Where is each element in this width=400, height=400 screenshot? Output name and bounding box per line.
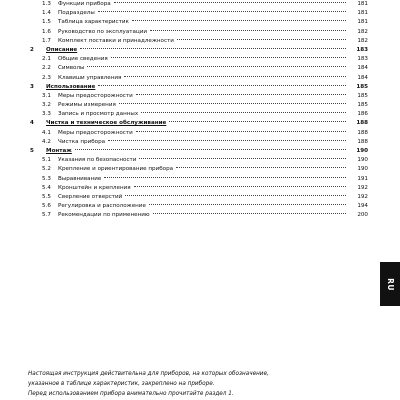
toc-number: 1.7 [42,37,51,44]
toc-leader [134,186,346,187]
toc-title: Крепление и ориентирование прибора [58,166,174,173]
toc-section-row [30,83,368,92]
toc-number: 2.2 [42,65,51,72]
toc-subsection-row [30,9,368,18]
toc-number: 2.3 [42,74,51,81]
toc-number: 5.2 [42,166,51,173]
toc-leader [75,149,346,150]
toc-number: 3.1 [42,92,51,99]
toc-page-number: 183 [357,56,368,63]
toc-number: 4 [30,120,34,127]
toc-number: 1.4 [42,10,51,17]
toc-page-number: 190 [357,157,368,164]
toc-title: Монтаж [46,148,72,154]
toc-subsection-row [30,18,368,27]
toc-subsection-row [30,92,368,101]
toc-leader [136,94,346,95]
toc-leader [119,103,346,104]
toc-title: Кронштейн и крепления [58,184,131,191]
toc-title: Функции прибора [58,1,111,7]
toc-number: 5.3 [42,175,51,182]
toc-page-number: 194 [357,203,368,210]
toc-page-number: 191 [357,175,368,182]
language-tab-label: RU [385,277,395,291]
toc-title: Чистка и техническое обслуживание [46,120,167,127]
toc-title: Использование [46,83,96,90]
toc-number: 2 [30,46,34,53]
toc-number: 2.1 [42,56,51,63]
toc-leader [104,177,346,178]
toc-leader [141,112,346,113]
toc-title: Выравнивание [58,175,102,182]
toc-page-number: 188 [356,120,368,127]
toc-title: Запись и просмотр данных [58,111,139,118]
toc-subsection-row [30,184,368,193]
toc-subsection-row [30,110,368,119]
toc-title: Таблица характеристик [58,19,129,26]
toc-title: Символы [58,65,85,72]
toc-section-row [30,147,368,156]
toc-title: Клавиши управления [58,74,122,81]
toc-title: Режимы измерения [58,102,116,109]
toc-number: 4.2 [42,138,51,145]
toc-page-number: 192 [357,184,368,191]
language-tab [380,262,400,306]
toc-page-number: 190 [357,166,368,173]
toc-leader [114,2,346,3]
footnote-line: указанное в таблице характеристик, закреплено на приборе. [28,381,215,387]
toc-page-number: 182 [357,37,368,44]
toc-page-number: 181 [357,1,368,7]
toc-title: Общие сведения [58,56,108,63]
toc-leader [98,85,346,86]
toc-leader [80,48,346,49]
toc-leader [111,57,346,58]
toc-page-number: 186 [357,111,368,118]
toc-subsection-row [30,74,368,83]
toc-page-number: 190 [356,148,368,154]
table-of-contents [30,0,368,221]
toc-leader [125,195,346,196]
toc-subsection-row [30,165,368,174]
toc-title: Руководство по эксплуатации [58,28,148,35]
footnote-line: Настоящая инструкция действительна для приборов, на которых обозначение, [28,371,269,377]
toc-number: 3 [30,83,34,90]
toc-leader [150,30,346,31]
toc-subsection-row [30,55,368,64]
toc-number: 4.1 [42,129,51,136]
toc-page-number: 182 [357,28,368,35]
toc-title: Рекомендации по применению [58,212,150,219]
toc-page-number: 181 [357,19,368,26]
toc-page-number: 185 [356,83,368,90]
toc-leader [149,204,346,205]
toc-number: 3.2 [42,102,51,109]
toc-section-row [30,46,368,55]
toc-title: Меры предосторожности [58,92,133,99]
toc-number: 1.3 [42,1,51,7]
toc-leader [139,158,346,159]
toc-page-number: 200 [357,212,368,219]
toc-page-number: 184 [357,65,368,72]
toc-leader [124,76,346,77]
toc-page-number: 184 [357,74,368,81]
toc-title: Описание [46,46,78,53]
toc-title: Подразделы [58,10,95,17]
toc-number: 5 [30,148,34,154]
toc-title: Комплект поставки и принадлежности [58,37,174,44]
toc-leader [176,167,346,168]
toc-leader [98,11,346,12]
toc-page-number: 183 [356,46,368,53]
toc-leader [108,140,346,141]
toc-leader [169,121,346,122]
toc-number: 5.4 [42,184,51,191]
toc-page-number: 181 [357,10,368,17]
toc-subsection-row [30,193,368,202]
footnote-line: Перед использованием прибора внимательно прочитайте раздел 1. [28,391,234,397]
toc-subsection-row [30,101,368,110]
toc-section-row [30,119,368,128]
toc-subsection-row [30,28,368,37]
toc-number: 5.5 [42,193,51,200]
toc-page-number: 185 [357,92,368,99]
toc-subsection-row [30,175,368,184]
toc-leader [136,131,346,132]
toc-title: Сверление отверстий [58,193,123,200]
toc-subsection-row [30,202,368,211]
toc-page-number: 185 [357,102,368,109]
toc-subsection-row [30,0,368,9]
toc-number: 3.3 [42,111,51,118]
toc-leader [177,39,346,40]
toc-leader [132,20,346,21]
toc-subsection-row [30,64,368,73]
toc-number: 5.1 [42,157,51,164]
toc-subsection-row [30,37,368,46]
toc-number: 1.5 [42,19,51,26]
toc-title: Регулировка и расположение [58,203,146,210]
footnote [28,369,348,399]
toc-page-number: 188 [357,129,368,136]
toc-title: Указания по безопасности [58,157,137,164]
toc-title: Чистка прибора [58,138,106,145]
toc-subsection-row [30,138,368,147]
toc-title: Меры предосторожности [58,129,133,136]
toc-leader [87,66,346,67]
toc-page-number: 192 [357,193,368,200]
toc-number: 5.7 [42,212,51,219]
toc-page-number: 188 [357,138,368,145]
toc-subsection-row [30,211,368,220]
toc-subsection-row [30,129,368,138]
toc-number: 1.6 [42,28,51,35]
toc-leader [153,213,346,214]
toc-number: 5.6 [42,203,51,210]
toc-subsection-row [30,156,368,165]
